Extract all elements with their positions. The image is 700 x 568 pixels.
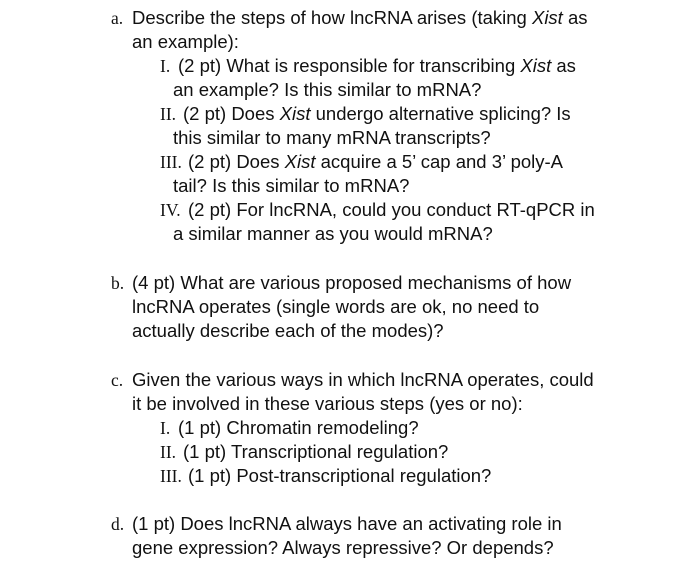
subquestion-a-1-line-1: (2 pt) What is responsible for transcribing Xist as [178,55,576,76]
subquestion-a-3-line-2: tail? Is this similar to mRNA? [173,175,410,196]
subquestion-c-1-text: (1 pt) Chromatin remodeling? [178,417,419,438]
subquestion-c-2-number: II. [160,442,177,462]
subquestion-a-1-number: I. [160,56,171,76]
subquestion-a-4-line-1: (2 pt) For lncRNA, could you conduct RT-qPCR in [188,199,595,220]
question-c-marker: c. [111,370,124,390]
question-c-line-1: Given the various ways in which lncRNA operates, could [132,369,594,390]
question-d-line-1: (1 pt) Does lncRNA always have an activating role in [132,513,562,534]
subquestion-a-3-number: III. [160,152,182,172]
subquestion-a-2-line-1: (2 pt) Does Xist undergo alternative splicing? Is [183,103,571,124]
subquestion-c-1-number: I. [160,418,171,438]
subquestion-a-4-number: IV. [160,200,181,220]
question-b-line-2: lncRNA operates (single words are ok, no need to [132,296,540,317]
question-a-line-2: an example): [132,31,239,52]
subquestion-a-1-line-2: an example? Is this similar to mRNA? [173,79,482,100]
subquestion-c-3-text: (1 pt) Post-transcriptional regulation? [188,465,492,486]
subquestion-a-4-line-2: a similar manner as you would mRNA? [173,223,493,244]
subquestion-a-3-line-1: (2 pt) Does Xist acquire a 5’ cap and 3’ poly-A [188,151,564,172]
question-b-marker: b. [111,273,125,293]
question-d-marker: d. [111,514,125,534]
subquestion-c-2-text: (1 pt) Transcriptional regulation? [183,441,449,462]
question-a-line-1: Describe the steps of how lncRNA arises (taking Xist as [132,7,588,28]
subquestion-a-2-line-2: this similar to many mRNA transcripts? [173,127,491,148]
question-b-line-3: actually describe each of the modes)? [132,320,444,341]
subquestion-c-3-number: III. [160,466,182,486]
question-d-line-2: gene expression? Always repressive? Or depends? [132,537,554,558]
subquestion-a-2-number: II. [160,104,177,124]
question-c-line-2: it be involved in these various steps (yes or no): [132,393,523,414]
question-a-marker: a. [111,8,124,28]
question-b-line-1: (4 pt) What are various proposed mechanisms of how [132,272,572,293]
